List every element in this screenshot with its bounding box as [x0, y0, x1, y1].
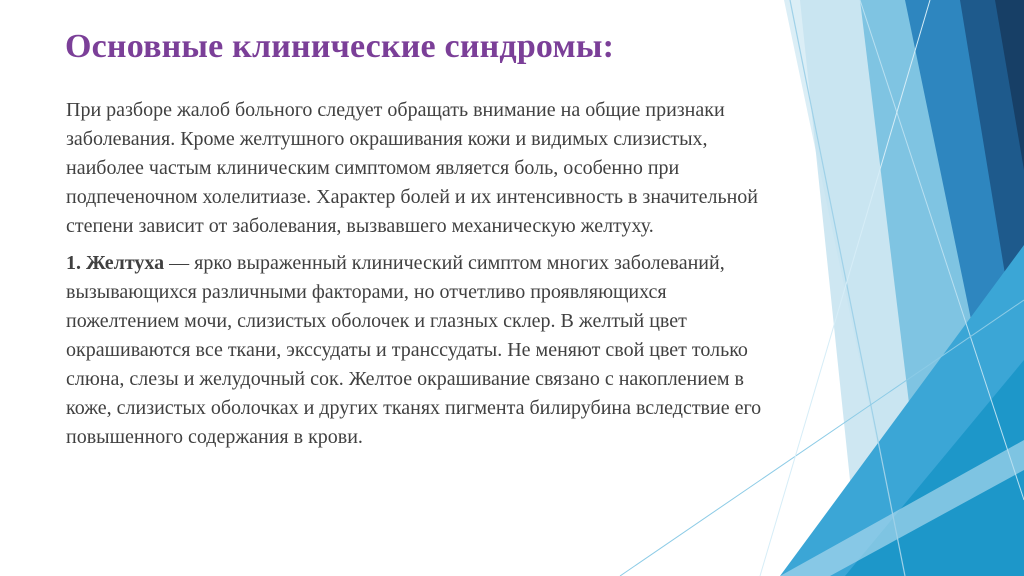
jaundice-term: 1. Желтуха	[66, 252, 165, 274]
slide-title: Основные клинические синдромы:	[65, 28, 615, 65]
intro-paragraph: При разборе жалоб больного следует обращать внимание на общие признаки заболевания. Кроме желтушного окрашивания кожи и видимых слизистых, наиболее частым клиническим симптомом является боль, особенно при подпеченочном холелитиазе. Характер болей и их интенсивность в значительной степени зависит от заболевания, вызвавшего механическую желтуху.	[66, 99, 759, 237]
jaundice-paragraph	[66, 249, 771, 452]
jaundice-description: — ярко выраженный клинический симптом многих заболеваний, вызывающихся различными факторами, но отчетливо проявляющихся пожелтением мочи, слизистых оболочек и глазных склер. В желтый цвет окрашиваются все ткани, экссудаты и транссудаты. Не меняют свой цвет только слюна, слезы и желудочный сок. Желтое окрашивание связано с накоплением в коже, слизистых оболочках и других тканях пигмента билирубина вследствие его повышенного содержания в крови.	[66, 252, 762, 448]
slide-body	[66, 96, 771, 452]
